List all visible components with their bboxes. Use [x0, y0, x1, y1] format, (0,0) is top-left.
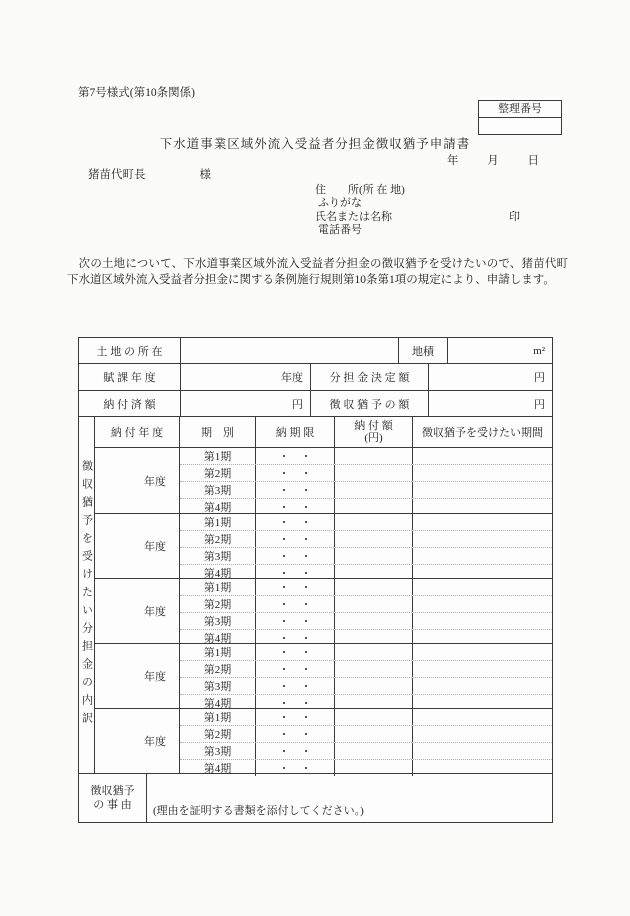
levy-year-unit: 年度	[181, 364, 311, 390]
period-label: 第3期	[180, 743, 256, 759]
period-row	[180, 481, 552, 498]
breakdown-header-row	[95, 417, 552, 448]
period-label: 第1期	[180, 644, 256, 660]
application-statement: 次の土地について、下水道事業区域外流入受益者分担金の徴収猶予を受けたいので、猪苗代町下水道区域外流入受益者分担金に関する条例施行規則第10条第1項の規定により、申請します。	[67, 258, 568, 286]
amount-cell	[335, 644, 413, 660]
year-group-4	[95, 643, 552, 708]
decided-amount-label: 分 担 金 決 定 額	[311, 364, 429, 390]
date-month-label: 月	[487, 155, 499, 167]
year-group-3	[95, 578, 552, 643]
addressee-name: 猪苗代町長	[88, 169, 146, 181]
col-amount: 納 付 額 (円)	[335, 417, 413, 447]
land-location-value-area	[181, 338, 399, 363]
amount-cell	[335, 596, 413, 612]
decided-amount-unit: 円	[534, 372, 545, 384]
deferral-period-cell	[413, 579, 552, 595]
col-period: 期 別	[180, 417, 256, 447]
due-date-cell: ・ ・	[256, 695, 335, 711]
col-due-date: 納 期 限	[256, 417, 335, 447]
due-date-cell: ・ ・	[256, 644, 335, 660]
amount-cell	[335, 661, 413, 677]
period-label: 第4期	[180, 695, 256, 711]
levy-year-row	[79, 364, 552, 391]
amount-cell	[335, 499, 413, 515]
due-date-cell: ・ ・	[256, 596, 335, 612]
year-group-2	[95, 513, 552, 578]
deferral-reason-area	[147, 774, 552, 822]
deferral-period-cell	[413, 465, 552, 481]
period-label: 第2期	[180, 726, 256, 742]
due-date-cell: ・ ・	[256, 548, 335, 564]
area-label: 地積	[399, 338, 448, 363]
period-label: 第2期	[180, 596, 256, 612]
deferred-amount-unit: 円	[534, 398, 545, 411]
amount-cell	[335, 548, 413, 564]
applicant-phone-label: 電話番号	[318, 224, 362, 237]
period-row	[180, 530, 552, 547]
col-deferral-period: 徴収猶予を受けたい期間	[422, 427, 543, 439]
period-label: 第4期	[180, 499, 256, 515]
applicant-address-label: 住 所(所 在 地)	[315, 184, 405, 196]
period-row	[180, 612, 552, 629]
seal-mark: 印	[509, 210, 520, 223]
deferral-period-cell	[413, 743, 552, 759]
due-date-cell: ・ ・	[256, 613, 335, 629]
year-group-5	[95, 708, 552, 773]
fiscal-year-cell: 年度	[95, 709, 180, 773]
deferral-period-cell	[413, 514, 552, 530]
amount-cell	[335, 613, 413, 629]
attachment-note: (理由を証明する書類を添付してください。)	[153, 805, 364, 817]
due-date-cell: ・ ・	[256, 499, 335, 515]
period-label: 第3期	[180, 678, 256, 694]
amount-cell	[335, 743, 413, 759]
paid-amount-unit: 円	[181, 391, 311, 416]
date-day-label: 日	[527, 155, 539, 167]
breakdown-vertical-label: 徴収猶予を受けたい分担金の内訳	[80, 460, 93, 730]
due-date-cell: ・ ・	[256, 514, 335, 530]
fiscal-year-cell: 年度	[95, 579, 180, 643]
fiscal-year-cell: 年度	[95, 448, 180, 513]
period-row	[180, 498, 552, 515]
applicant-furigana-label: ふりがな	[318, 197, 362, 210]
application-table	[78, 337, 553, 823]
deferral-period-cell	[413, 548, 552, 564]
amount-cell	[335, 726, 413, 742]
applicant-name-label: 氏名または名称	[315, 210, 392, 223]
deferral-period-cell	[413, 726, 552, 742]
reference-number-value-area	[479, 118, 561, 134]
amount-cell	[335, 709, 413, 725]
deferral-period-cell	[413, 596, 552, 612]
land-location-row	[79, 338, 552, 364]
due-date-cell: ・ ・	[256, 448, 335, 464]
amount-cell	[335, 514, 413, 530]
period-row	[180, 514, 552, 530]
col-payment-year: 納 付 年 度	[95, 417, 180, 447]
date-year-label: 年	[447, 155, 459, 167]
deferral-period-cell	[413, 531, 552, 547]
year-group-1	[95, 448, 552, 513]
period-label: 第3期	[180, 482, 256, 498]
land-location-label: 土 地 の 所 在	[79, 338, 181, 363]
period-row	[180, 579, 552, 595]
period-row	[180, 660, 552, 677]
period-label: 第4期	[180, 630, 256, 646]
period-row	[180, 644, 552, 660]
period-row	[180, 547, 552, 564]
period-label: 第3期	[180, 613, 256, 629]
due-date-cell: ・ ・	[256, 482, 335, 498]
deferral-period-cell	[413, 678, 552, 694]
period-label: 第2期	[180, 531, 256, 547]
period-row	[180, 725, 552, 742]
period-label: 第3期	[180, 548, 256, 564]
period-row	[180, 464, 552, 481]
deferral-period-cell	[413, 482, 552, 498]
form-title: 下水道事業区域外流入受益者分担金徴収猶予申請書	[159, 137, 471, 151]
paid-amount-row	[79, 391, 552, 417]
due-date-cell: ・ ・	[256, 565, 335, 581]
levy-year-label: 賦 課 年 度	[79, 364, 181, 390]
period-row	[180, 595, 552, 612]
amount-cell	[335, 678, 413, 694]
period-label: 第2期	[180, 661, 256, 677]
amount-cell	[335, 579, 413, 595]
period-label: 第1期	[180, 709, 256, 725]
period-label: 第1期	[180, 579, 256, 595]
date-line	[447, 152, 539, 168]
period-label: 第2期	[180, 465, 256, 481]
amount-cell	[335, 465, 413, 481]
deferral-period-cell	[413, 709, 552, 725]
breakdown-vertical-label-cell	[79, 417, 95, 773]
period-label: 第1期	[180, 514, 256, 530]
deferral-period-cell	[413, 661, 552, 677]
applicant-block	[315, 184, 520, 238]
addressee-honorific: 様	[199, 169, 211, 181]
period-row	[180, 448, 552, 464]
period-label: 第1期	[180, 448, 256, 464]
due-date-cell: ・ ・	[256, 465, 335, 481]
breakdown-section	[79, 417, 552, 774]
period-row	[180, 742, 552, 759]
fiscal-year-cell: 年度	[95, 644, 180, 708]
reference-number-label: 整理番号	[479, 101, 561, 118]
amount-cell	[335, 531, 413, 547]
due-date-cell: ・ ・	[256, 630, 335, 646]
period-label: 第4期	[180, 760, 256, 776]
deferral-period-cell	[413, 448, 552, 464]
area-unit: m²	[533, 344, 545, 357]
deferral-reason-label: 徴収猶予 の 事 由	[79, 774, 147, 822]
due-date-cell: ・ ・	[256, 726, 335, 742]
form-number: 第7号様式(第10条関係)	[78, 87, 195, 99]
deferral-period-cell	[413, 613, 552, 629]
due-date-cell: ・ ・	[256, 579, 335, 595]
due-date-cell: ・ ・	[256, 531, 335, 547]
due-date-cell: ・ ・	[256, 661, 335, 677]
due-date-cell: ・ ・	[256, 678, 335, 694]
addressee-line	[88, 166, 211, 182]
period-row	[180, 677, 552, 694]
deferral-reason-row	[79, 774, 552, 822]
deferral-period-cell	[413, 644, 552, 660]
due-date-cell: ・ ・	[256, 760, 335, 776]
paid-amount-label: 納 付 済 額	[79, 391, 181, 416]
due-date-cell: ・ ・	[256, 743, 335, 759]
deferred-amount-label: 徴 収 猶 予 の 額	[311, 391, 429, 416]
period-label: 第4期	[180, 565, 256, 581]
fiscal-year-cell: 年度	[95, 514, 180, 578]
amount-cell	[335, 482, 413, 498]
due-date-cell: ・ ・	[256, 709, 335, 725]
deferral-period-cell	[413, 499, 552, 515]
amount-cell	[335, 448, 413, 464]
period-row	[180, 709, 552, 725]
reference-number-box	[478, 100, 562, 135]
